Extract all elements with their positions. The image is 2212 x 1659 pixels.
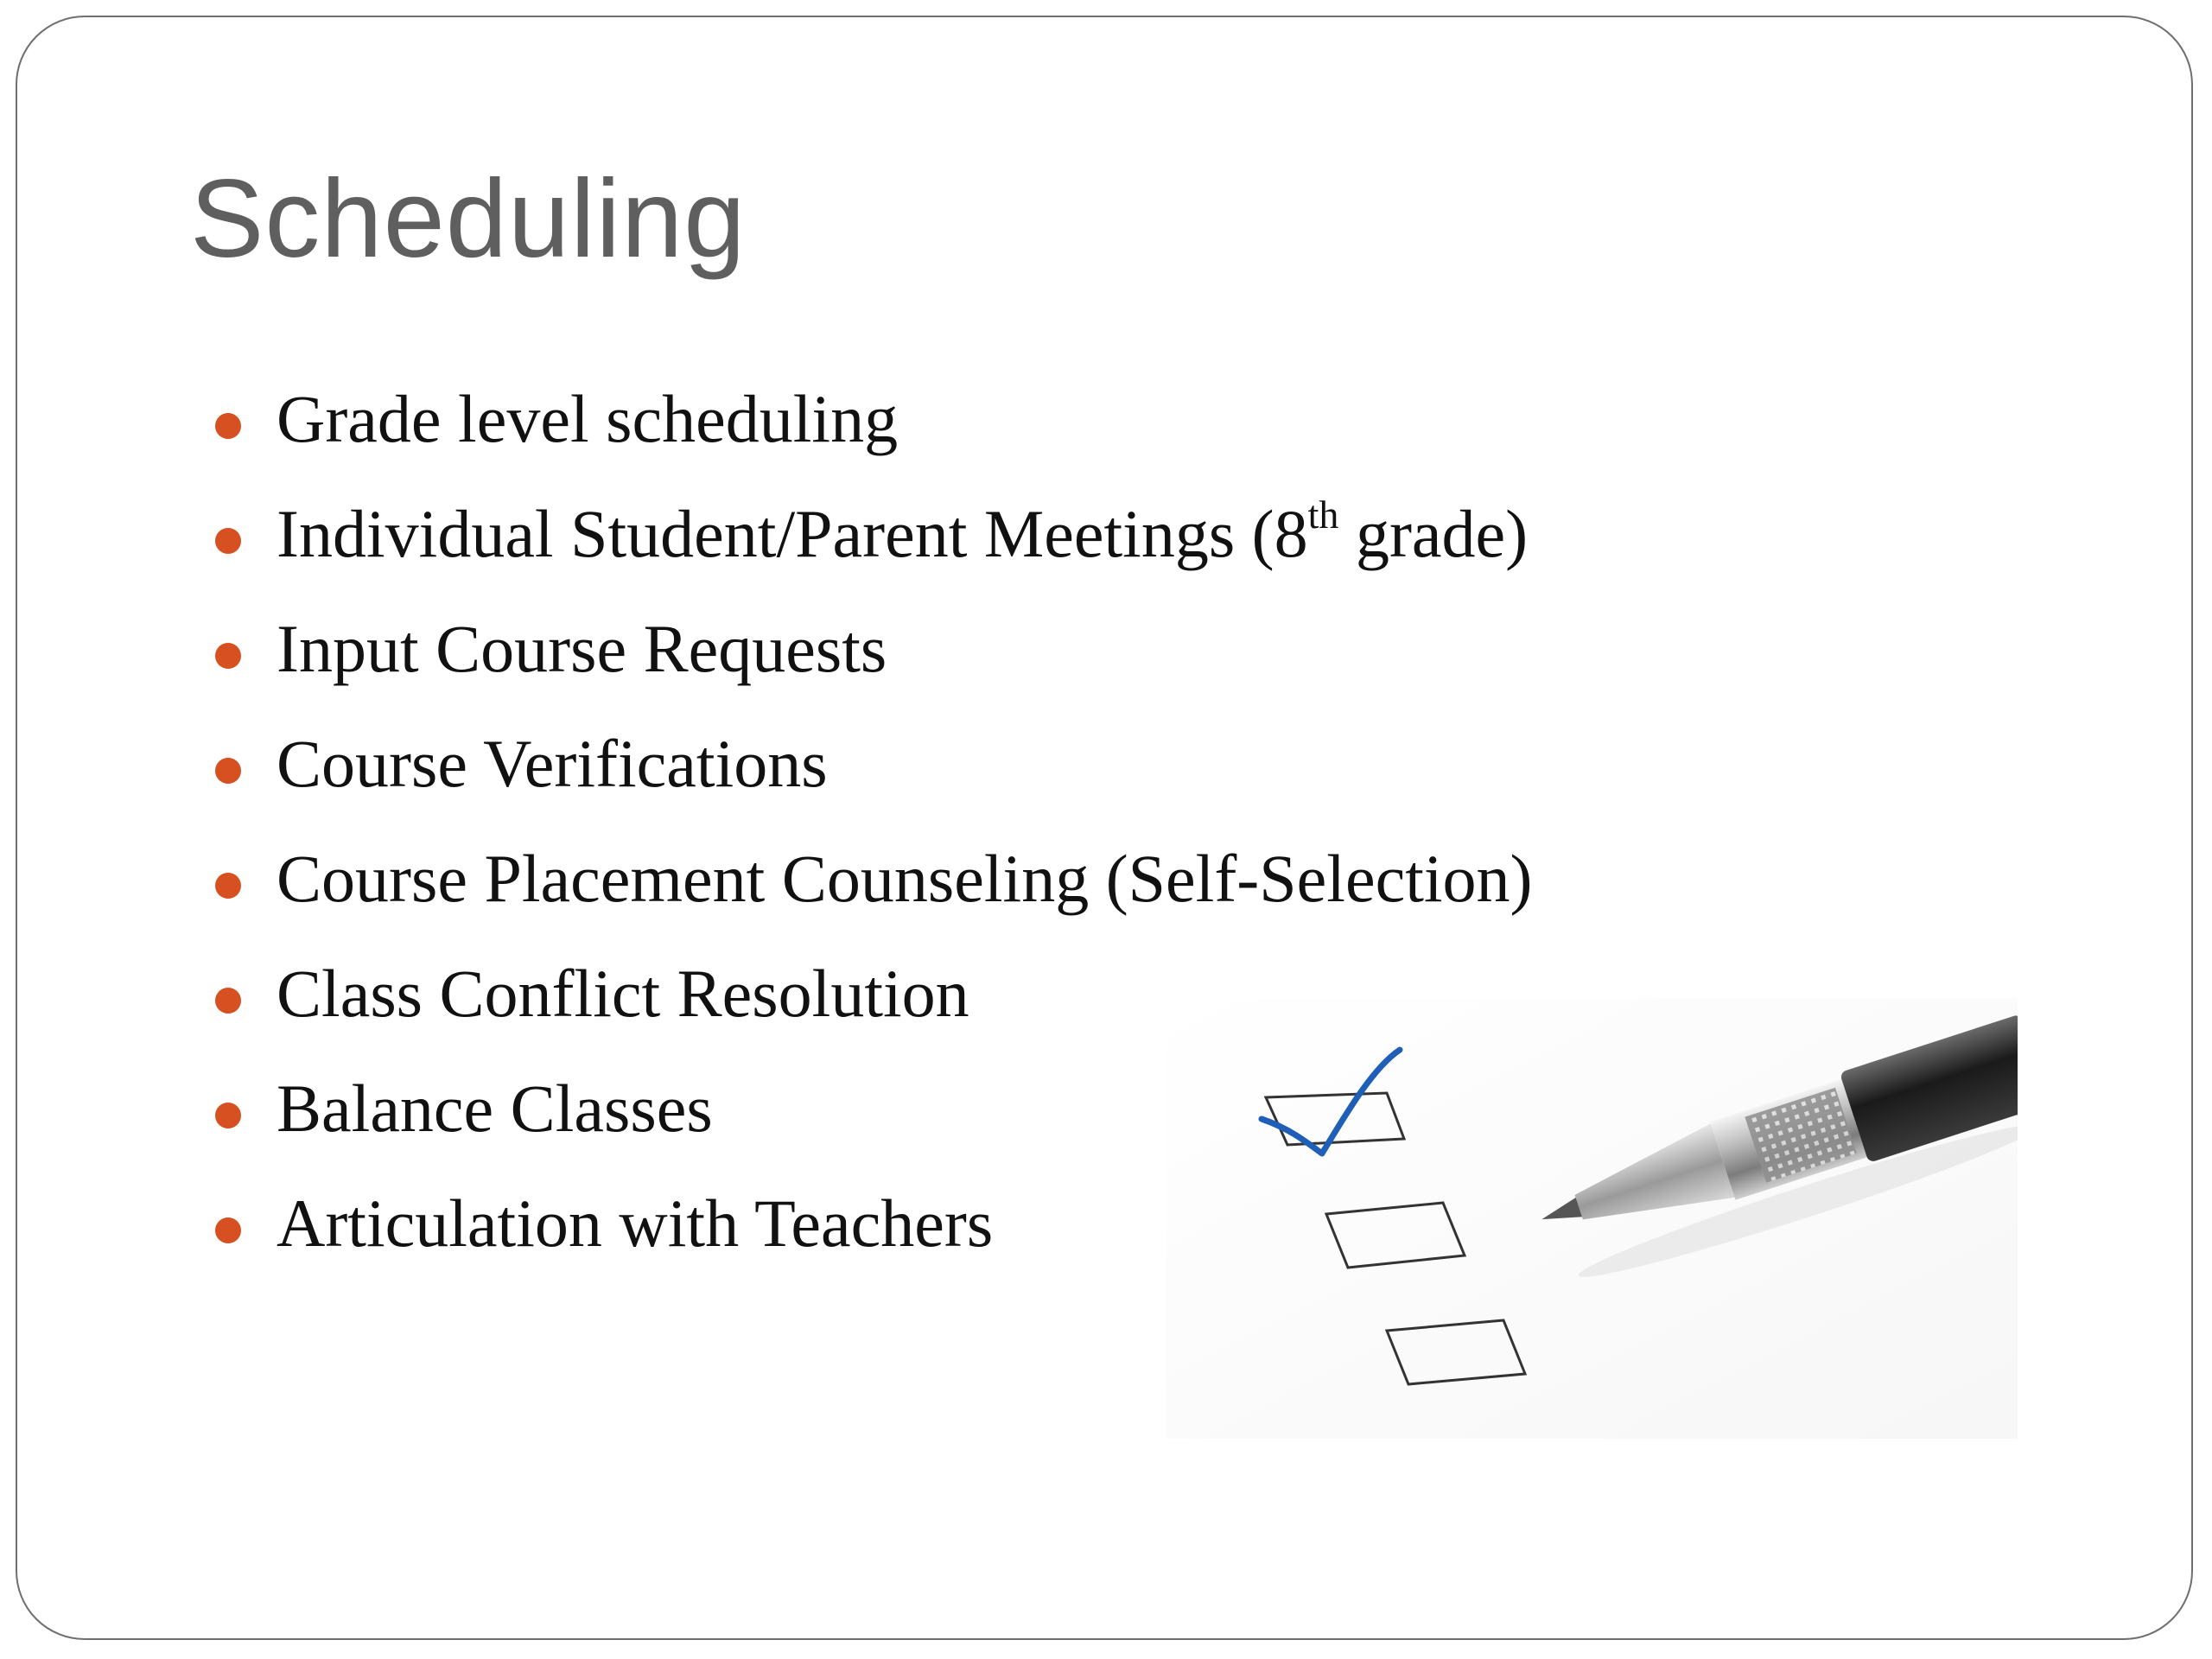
bullet-dot-icon	[215, 988, 241, 1014]
bullet-dot-icon	[215, 643, 241, 669]
pen-checklist-icon	[1166, 998, 2018, 1439]
bullet-text	[276, 486, 1528, 582]
bullet-text: Grade level scheduling	[276, 381, 899, 456]
bullet-text: Course Verifications	[276, 726, 828, 801]
ordinal-superscript: th	[1307, 493, 1339, 537]
bullet-dot-icon	[215, 528, 241, 554]
slide-title: Scheduling	[190, 157, 747, 281]
bullet-dot-icon	[215, 758, 241, 784]
bullet-dot-icon	[215, 413, 241, 439]
bullet-text: Class Conflict Resolution	[276, 956, 969, 1031]
bullet-text-part: grade)	[1338, 496, 1529, 571]
bullet-text: Course Placement Counseling (Self-Selection)	[276, 841, 1533, 916]
bullet-dot-icon	[215, 1103, 241, 1128]
bullet-text: Input Course Requests	[276, 611, 887, 686]
bullet-dot-icon	[215, 873, 241, 899]
bullet-dot-icon	[215, 1217, 241, 1243]
bullet-text: Balance Classes	[276, 1071, 713, 1146]
slide	[16, 16, 2193, 1640]
bullet-text: Articulation with Teachers	[276, 1185, 994, 1261]
bullet-text-part: Individual Student/Parent Meetings (8	[276, 496, 1308, 571]
